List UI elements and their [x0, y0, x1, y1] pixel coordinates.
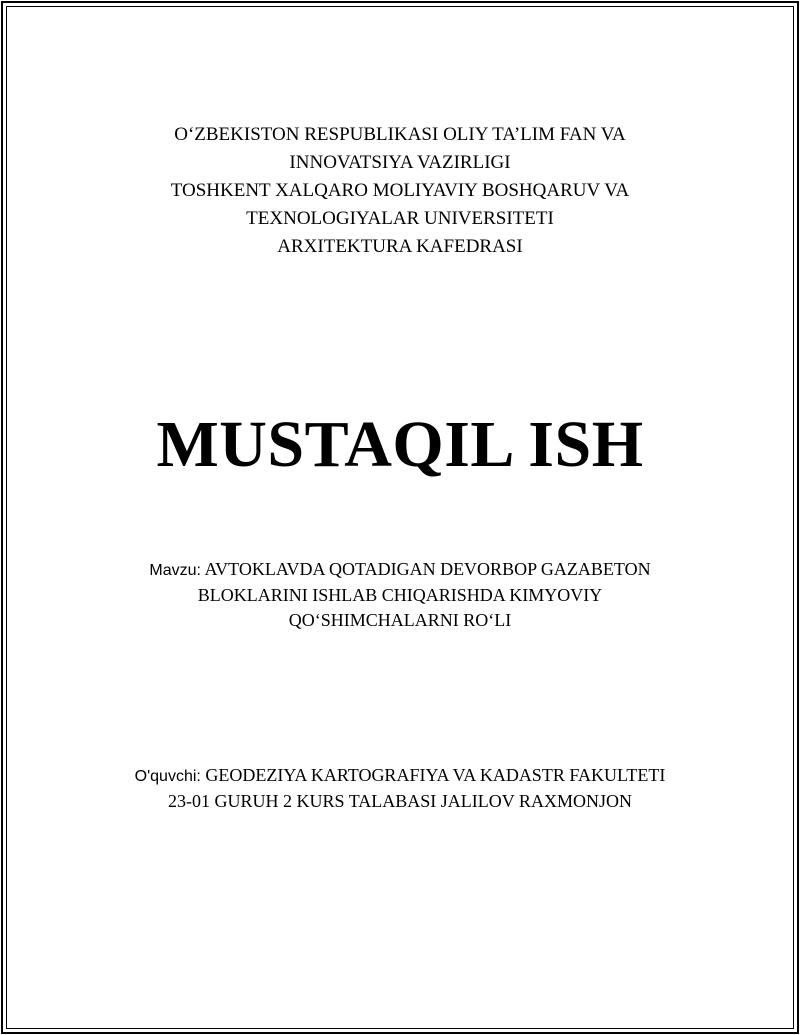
- topic-section: [0, 557, 800, 633]
- topic-line-3: QO‘SHIMCHALARNI RO‘LI: [288, 610, 512, 630]
- header-line-department: ARXITEKTURA KAFEDRASI: [277, 236, 523, 257]
- student-faculty: GEODEZIYA KARTOGRAFIYA VA KADASTR FAKULTETI: [205, 765, 666, 785]
- student-label: O'quvchi:: [134, 768, 201, 785]
- student-line-2: 23-01 GURUH 2 KURS TALABASI JALILOV RAXMONJON: [168, 791, 632, 811]
- document-title: MUSTAQIL ISH: [156, 408, 644, 481]
- topic-line-1: [0, 557, 800, 583]
- topic-line-2: BLOKLARINI ISHLAB CHIQARISHDA KIMYOVIY: [197, 585, 603, 605]
- header-line-ministry-2: INNOVATSIYA VAZIRLIGI: [289, 152, 511, 173]
- institution-header: [0, 121, 800, 261]
- student-section: [0, 763, 800, 814]
- student-line-1: [0, 763, 800, 789]
- topic-text-1: AVTOKLAVDA QOTADIGAN DEVORBOP GAZABETON: [204, 559, 651, 579]
- header-line-university-2: TEXNOLOGIYALAR UNIVERSITETI: [246, 208, 554, 229]
- topic-label: Mavzu:: [149, 562, 201, 579]
- header-line-ministry-1: O‘ZBEKISTON RESPUBLIKASI OLIY TA’LIM FAN VA: [174, 124, 626, 145]
- header-line-university-1: TOSHKENT XALQARO MOLIYAVIY BOSHQARUV VA: [170, 180, 630, 201]
